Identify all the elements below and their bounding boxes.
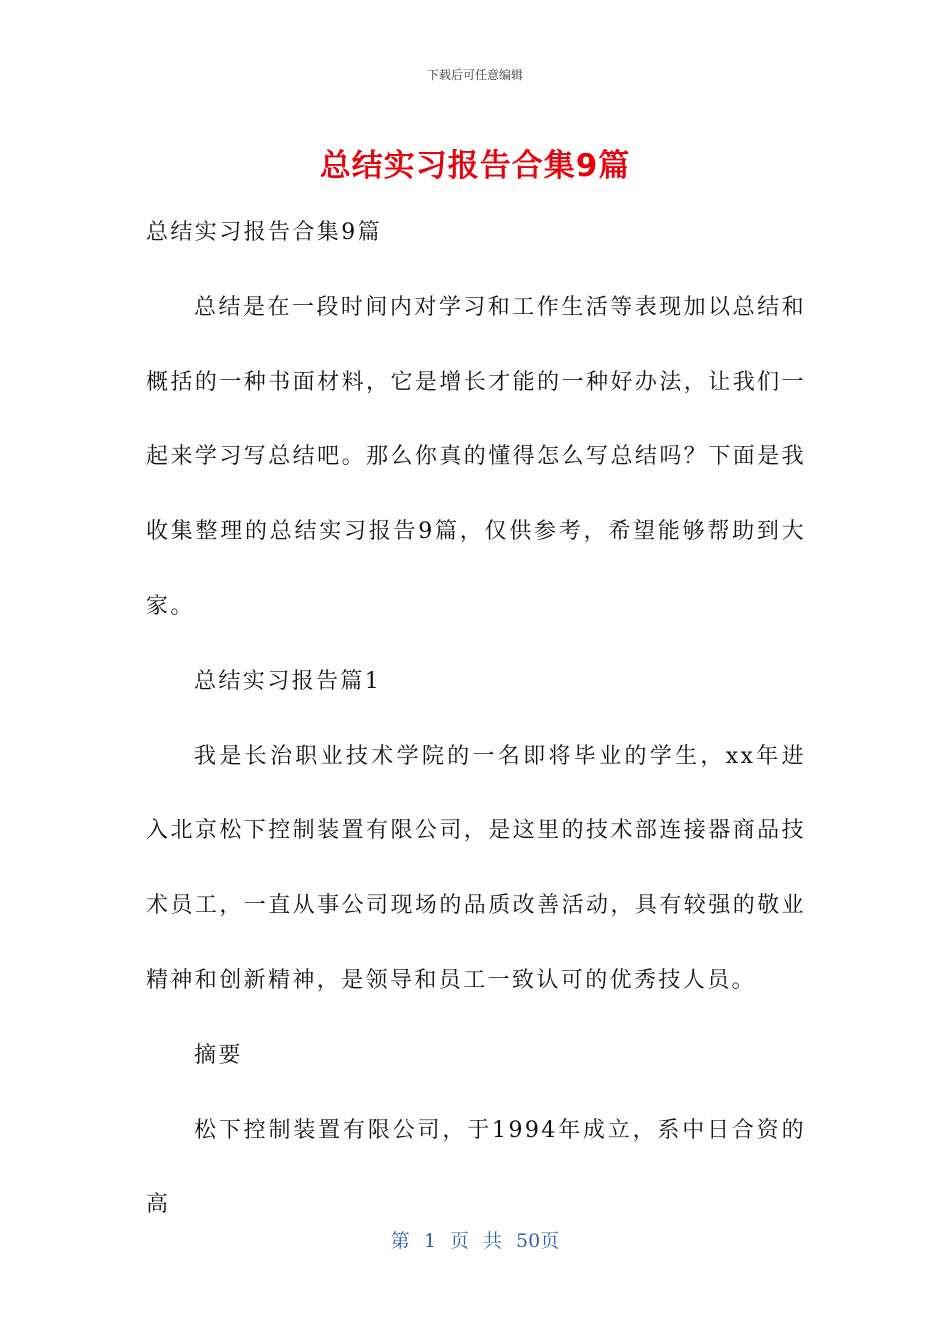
header-note: 下载后可任意编辑: [426, 68, 523, 82]
document-body: [146, 196, 806, 1243]
page-number: 第 1 页 共 50页: [390, 1230, 560, 1252]
body-paragraph: 我是长治职业技术学院的一名即将毕业的学生，xx年进入北京松下控制装置有限公司，是这里的技术部连接器商品技术员工，一直从事公司现场的品质改善活动，具有较强的敬业精神和创新精神，是领导和员工一致认可的优秀技人员。: [146, 743, 806, 993]
subtitle-paragraph: 总结实习报告合集9篇: [146, 220, 382, 245]
section-heading: 摘要: [194, 1042, 243, 1068]
document-title: 总结实习报告合集9篇: [319, 148, 631, 184]
section-heading: 总结实习报告篇1: [194, 668, 382, 694]
body-paragraph: 松下控制装置有限公司，于1994年成立，系中日合资的高: [146, 1117, 806, 1218]
intro-paragraph: 总结是在一段时间内对学习和工作生活等表现加以总结和概括的一种书面材料，它是增长才能的一种好办法，让我们一起来学习写总结吧。那么你真的懂得怎么写总结吗？下面是我收集整理的总结实习报告9篇，仅供参考，希望能够帮助到大家。: [146, 294, 806, 619]
